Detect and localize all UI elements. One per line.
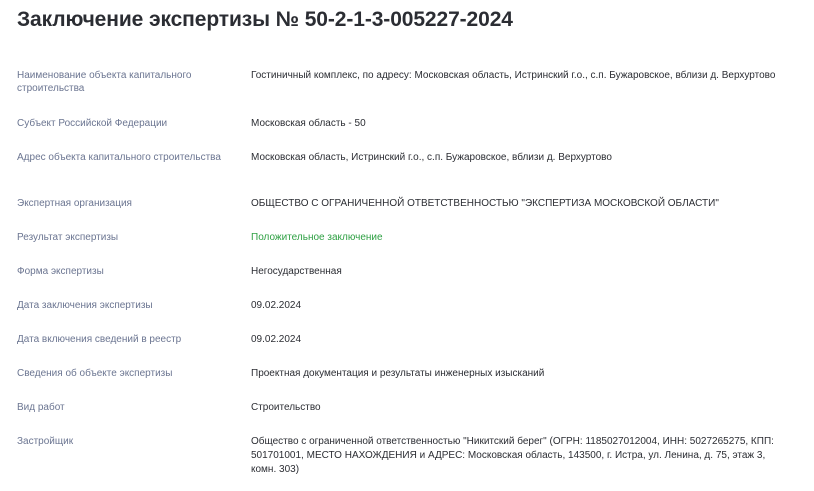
field-label: Результат экспертизы (17, 232, 119, 243)
field-label: Адрес объекта капитального строительства (17, 152, 221, 163)
field-value: ОБЩЕСТВО С ОГРАНИЧЕННОЙ ОТВЕТСТВЕННОСТЬЮ "ЭКСПЕРТИЗА МОСКОВСКОЙ ОБЛАСТИ" (251, 198, 719, 209)
field-value: 09.02.2024 (251, 300, 302, 311)
field-value: Гостиничный комплекс, по адресу: Московская область, Истринский г.о., с.п. Бужаровское, вблизи д. Верхуртово (251, 70, 776, 81)
field-value: Негосударственная (251, 266, 342, 277)
field-value: Общество с ограниченной ответственностью "Никитский берег" (ОГРН: 1185027012004, ИНН: 5027265275, КПП: 501701001, МЕСТО НАХОЖДЕНИЯ и АДРЕС: Московская область, 143500, г. Истра, ул. Ленина, д. 75, этаж 3, комн. 303) (251, 436, 774, 475)
field-label: Форма экспертизы (17, 266, 104, 277)
field-value: 09.02.2024 (251, 334, 302, 345)
field-value: Строительство (251, 402, 321, 413)
field-label: Дата включения сведений в реестр (17, 334, 182, 345)
field-value: Московская область, Истринский г.о., с.п. Бужаровское, вблизи д. Верхуртово (251, 152, 612, 163)
page-title: Заключение экспертизы № 50-2-1-3-005227-2024 (17, 8, 513, 31)
field-label: Экспертная организация (17, 198, 132, 209)
field-label: Вид работ (17, 402, 65, 413)
field-label: Наименование объекта капитального строительства (17, 70, 192, 94)
field-label: Застройщик (17, 436, 74, 447)
field-label: Дата заключения экспертизы (17, 300, 153, 311)
result-status: Положительное заключение (251, 232, 383, 243)
field-label: Субъект Российской Федерации (17, 118, 168, 129)
field-label: Сведения об объекте экспертизы (17, 368, 173, 379)
field-value: Московская область - 50 (251, 118, 366, 129)
field-value: Проектная документация и результаты инженерных изысканий (251, 368, 545, 379)
